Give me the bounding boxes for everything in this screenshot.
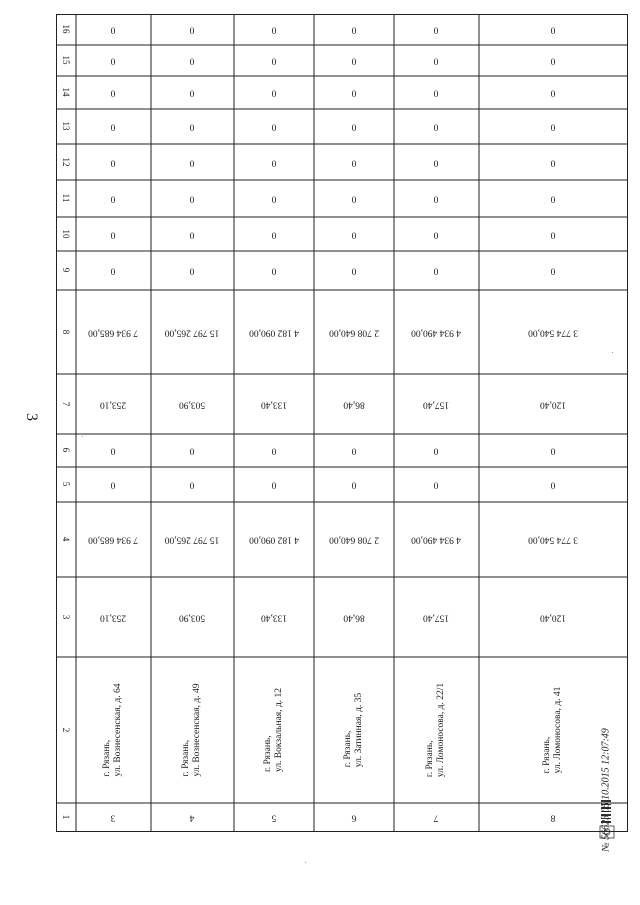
address-city: г. Рязань,	[263, 735, 274, 773]
address-street: ул. Затинная, д. 35	[354, 692, 364, 768]
value-cell-col-14: 0	[189, 87, 195, 98]
value-cell-col-8: 7 934 685,00	[88, 327, 138, 338]
address-street: ул. Ломоносова, д. 41	[553, 686, 563, 774]
value-cell-col-9: 0	[433, 265, 439, 276]
value-cell-col-7: 120,40	[539, 399, 567, 410]
value-cell-col-7: 503,90	[178, 399, 206, 410]
page-number: 3	[23, 413, 40, 421]
row-number: 6	[351, 812, 357, 823]
column-number-header: 3	[61, 614, 72, 620]
value-cell-col-9: 0	[271, 265, 277, 276]
value-cell-col-11: 0	[550, 193, 556, 204]
column-number-header: 12	[61, 157, 72, 167]
value-cell-col-10: 0	[271, 229, 277, 240]
value-cell-col-3: 503,90	[178, 612, 206, 623]
address-cell	[425, 683, 447, 777]
row-number: 3	[110, 812, 116, 823]
value-cell-col-14: 0	[110, 87, 116, 98]
value-cell-col-6: 0	[189, 445, 195, 456]
value-cell-col-16: 0	[433, 24, 439, 35]
value-cell-col-8: 3 774 540,00	[528, 327, 578, 338]
value-cell-col-3: 157,40	[422, 612, 450, 623]
value-cell-col-8: 15 797 265,00	[164, 327, 220, 338]
value-cell-col-10: 0	[189, 229, 195, 240]
address-cell	[542, 687, 564, 774]
column-number-header: 1	[61, 814, 72, 820]
value-cell-col-13: 0	[189, 121, 195, 132]
column-number-header: 11	[61, 193, 72, 203]
value-cell-col-6: 0	[351, 445, 357, 456]
value-cell-col-13: 0	[271, 121, 277, 132]
value-cell-col-6: 0	[110, 445, 116, 456]
value-cell-col-10: 0	[351, 229, 357, 240]
value-cell-col-16: 0	[550, 24, 556, 35]
value-cell-col-9: 0	[110, 265, 116, 276]
value-cell-col-5: 0	[271, 479, 277, 490]
value-cell-col-14: 0	[433, 87, 439, 98]
value-cell-col-4: 7 934 685,00	[88, 534, 138, 545]
value-cell-col-12: 0	[110, 157, 116, 168]
value-cell-col-6: 0	[271, 445, 277, 456]
value-cell-col-15: 0	[550, 55, 556, 66]
value-cell-col-14: 0	[550, 87, 556, 98]
value-cell-col-12: 0	[189, 157, 195, 168]
value-cell-col-11: 0	[351, 193, 357, 204]
column-number-header: 4	[61, 536, 72, 542]
address-street: ул. Вознесенская, д. 49	[192, 683, 202, 777]
value-cell-col-13: 0	[110, 121, 116, 132]
column-number-header: 13	[61, 121, 72, 131]
value-cell-col-11: 0	[110, 193, 116, 204]
value-cell-col-4: 3 774 540,00	[528, 534, 578, 545]
value-cell-col-12: 0	[550, 157, 556, 168]
address-city: г. Рязань,	[181, 739, 192, 777]
value-cell-col-4: 2 708 640,00	[329, 534, 379, 545]
value-cell-col-15: 0	[189, 55, 195, 66]
value-cell-col-5: 0	[351, 479, 357, 490]
value-cell-col-15: 0	[110, 55, 116, 66]
value-cell-col-12: 0	[433, 157, 439, 168]
column-number-header: 5	[61, 481, 72, 487]
value-cell-col-13: 0	[550, 121, 556, 132]
row-number: 5	[271, 812, 277, 823]
value-cell-col-11: 0	[433, 193, 439, 204]
value-cell-col-15: 0	[351, 55, 357, 66]
value-cell-col-14: 0	[271, 87, 277, 98]
value-cell-col-7: 157,40	[422, 399, 450, 410]
value-cell-col-3: 86,40	[343, 612, 365, 623]
column-number-header: 8	[61, 329, 72, 335]
value-cell-col-7: 86,40	[343, 399, 365, 410]
row-number: 4	[189, 812, 195, 823]
address-city: г. Рязань,	[102, 739, 113, 777]
column-number-header: 16	[61, 24, 72, 34]
value-cell-col-4: 15 797 265,00	[164, 534, 220, 545]
value-cell-col-5: 0	[110, 479, 116, 490]
value-cell-col-3: 120,40	[539, 612, 567, 623]
column-number-header: 9	[61, 267, 72, 273]
value-cell-col-16: 0	[189, 24, 195, 35]
address-cell	[343, 693, 365, 767]
column-number-header: 7	[61, 401, 72, 407]
value-cell-col-4: 4 182 090,00	[249, 534, 299, 545]
address-city: г. Рязань,	[542, 736, 553, 774]
value-cell-col-7: 133,40	[260, 399, 288, 410]
value-cell-col-5: 0	[433, 479, 439, 490]
value-cell-col-13: 0	[433, 121, 439, 132]
value-cell-col-16: 0	[351, 24, 357, 35]
value-cell-col-5: 0	[550, 479, 556, 490]
row-number: 7	[433, 812, 439, 823]
value-cell-col-15: 0	[433, 55, 439, 66]
value-cell-col-14: 0	[351, 87, 357, 98]
value-cell-col-5: 0	[189, 479, 195, 490]
value-cell-col-6: 0	[550, 445, 556, 456]
value-cell-col-7: 253,10	[99, 399, 127, 410]
value-cell-col-3: 253,10	[99, 612, 127, 623]
address-cell	[102, 684, 124, 777]
value-cell-col-10: 0	[550, 229, 556, 240]
value-cell-col-4: 4 934 490,00	[411, 534, 461, 545]
value-cell-col-15: 0	[271, 55, 277, 66]
value-cell-col-6: 0	[433, 445, 439, 456]
value-cell-col-16: 0	[271, 24, 277, 35]
column-number-header: 10	[61, 229, 72, 239]
value-cell-col-11: 0	[189, 193, 195, 204]
value-cell-col-13: 0	[351, 121, 357, 132]
address-street: ул. Ломоносова, д. 22/1	[436, 682, 446, 778]
address-street: ул. Вознесенская, д. 64	[113, 683, 123, 777]
address-cell	[181, 684, 203, 777]
address-cell	[263, 688, 285, 772]
row-number: 8	[550, 812, 556, 823]
value-cell-col-12: 0	[271, 157, 277, 168]
value-cell-col-10: 0	[433, 229, 439, 240]
address-city: г. Рязань,	[343, 730, 354, 768]
registration-stamp-text: № 56623 05.10.2015 12:07:49	[600, 728, 612, 852]
value-cell-col-8: 4 934 490,00	[411, 327, 461, 338]
value-cell-col-10: 0	[110, 229, 116, 240]
value-cell-col-8: 2 708 640,00	[329, 327, 379, 338]
value-cell-col-9: 0	[189, 265, 195, 276]
value-cell-col-3: 133,40	[260, 612, 288, 623]
address-city: г. Рязань,	[425, 740, 436, 778]
address-street: ул. Вокзальная, д. 12	[274, 687, 284, 773]
value-cell-col-9: 0	[351, 265, 357, 276]
column-number-header: 6	[61, 447, 72, 453]
data-table	[56, 14, 628, 832]
value-cell-col-16: 0	[110, 24, 116, 35]
value-cell-col-8: 4 182 090,00	[249, 327, 299, 338]
column-number-header: 2	[61, 727, 72, 733]
column-number-header: 15	[61, 55, 72, 65]
value-cell-col-11: 0	[271, 193, 277, 204]
column-number-header: 14	[61, 87, 72, 97]
value-cell-col-12: 0	[351, 157, 357, 168]
value-cell-col-9: 0	[550, 265, 556, 276]
